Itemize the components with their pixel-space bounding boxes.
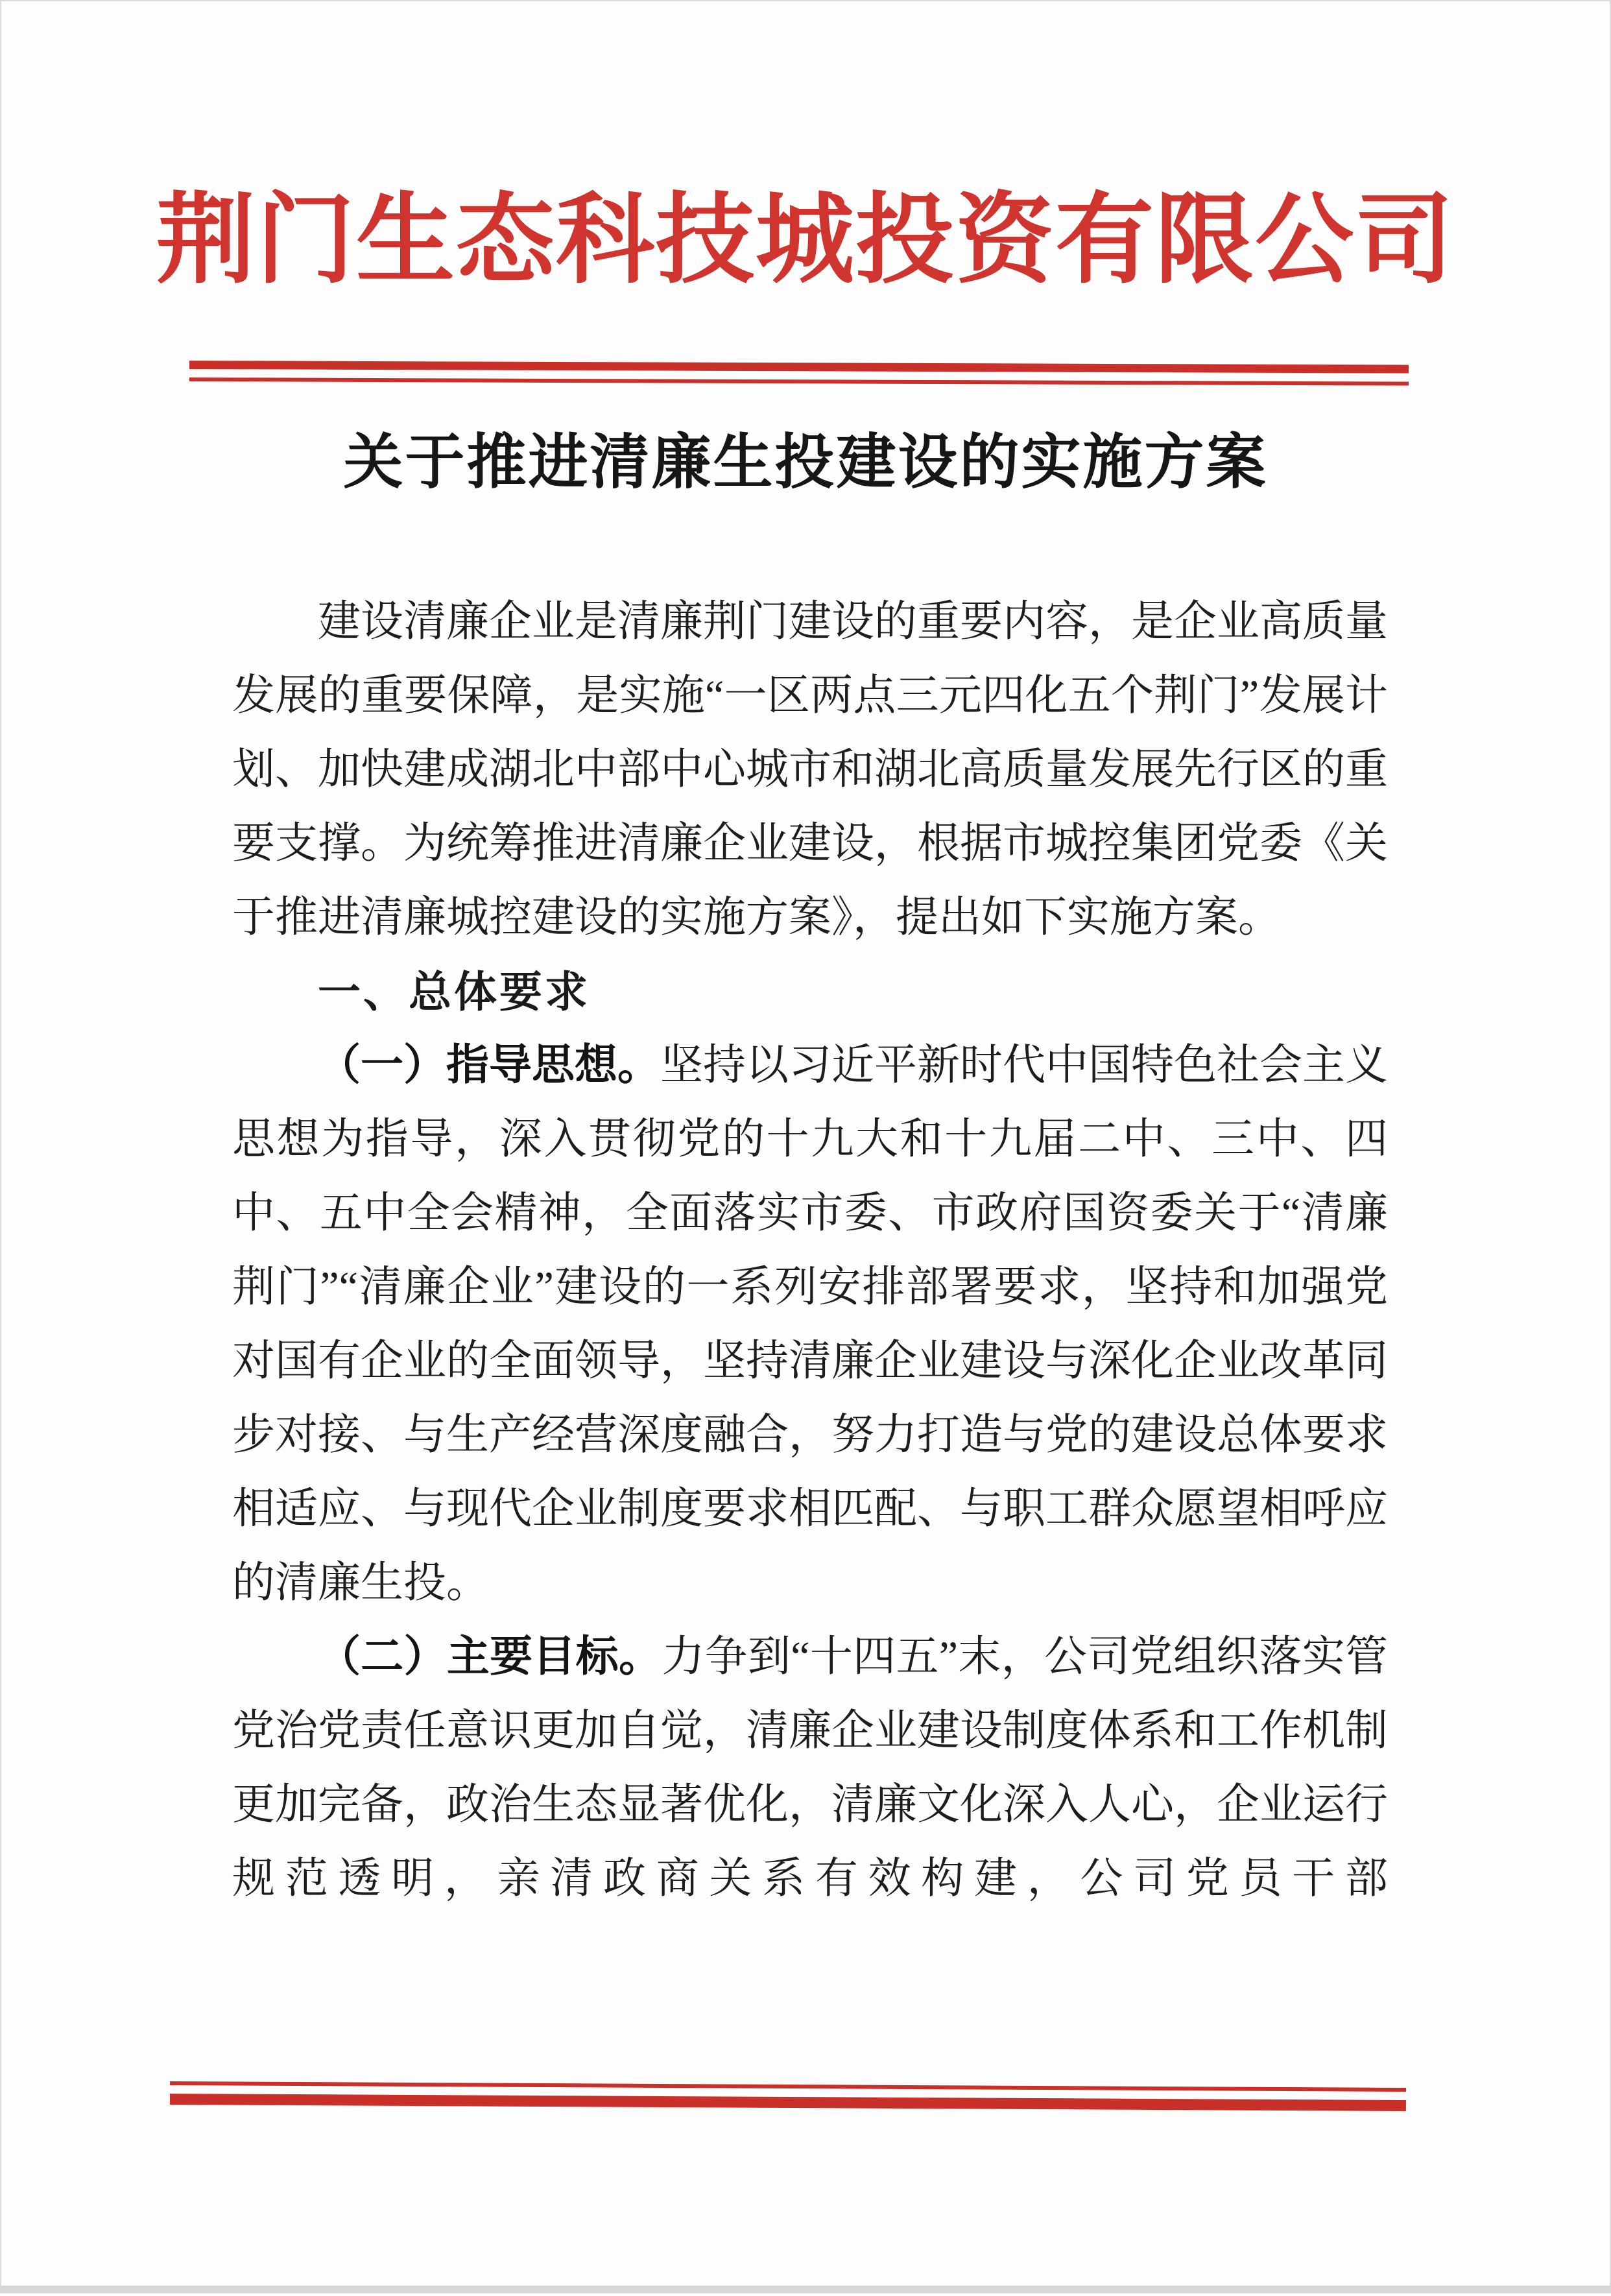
paragraph-guiding-ideology-lead: （一）指导思想。: [318, 1042, 660, 1089]
footer-divider-thin-line: [170, 2081, 1406, 2092]
paragraph-guiding-ideology: [232, 1029, 1388, 1620]
header-divider-thin-line: [189, 377, 1409, 386]
section-heading-overall-requirements: [232, 955, 1388, 1029]
paragraph-intro: [232, 585, 1388, 955]
scan-bottom-edge: [0, 2286, 1611, 2293]
footer-divider-thick-line: [170, 2094, 1406, 2111]
header-divider-thick-line: [189, 361, 1409, 374]
document-body: [232, 585, 1388, 1916]
org-title: 荆门生态科技城投资有限公司: [156, 186, 1455, 295]
section-heading-text: 一、总体要求: [318, 968, 590, 1016]
paragraph-intro-text: 建设清廉企业是清廉荆门建设的重要内容，是企业高质量发展的重要保障，是实施“一区两点三元四化五个荆门”发展计划、加快建成湖北中部中心城市和湖北高质量发展先行区的重要支撑。为统筹推进清廉企业建设，根据市城控集团党委《关于推进清廉城控建设的实施方案》，提出如下实施方案。: [232, 598, 1388, 941]
scan-bottom-white-strip: [0, 2293, 1611, 2296]
header-divider: [189, 361, 1409, 386]
paragraph-main-goals-text: 力争到“十四五”末，公司党组织落实管党治党责任意识更加自觉，清廉企业建设制度体系和工作机制更加完备，政治生态显著优化，清廉文化深入人心，企业运行规范透明，亲清政商关系有效构建，公司党员干部: [232, 1633, 1388, 1902]
paragraph-guiding-ideology-text: 坚持以习近平新时代中国特色社会主义思想为指导，深入贯彻党的十九大和十九届二中、三中、四中、五中全会精神，全面落实市委、市政府国资委关于“清廉荆门”“清廉企业”建设的一系列安排部署要求，坚持和加强党对国有企业的全面领导，坚持清廉企业建设与深化企业改革同步对接、与生产经营深度融合，努力打造与党的建设总体要求相适应、与现代企业制度要求相匹配、与职工群众愿望相呼应的清廉生投。: [232, 1042, 1388, 1607]
footer-divider: [170, 2081, 1406, 2111]
paragraph-main-goals: [232, 1620, 1388, 1916]
doc-title: 关于推进清廉生投建设的实施方案: [343, 429, 1268, 496]
paragraph-main-goals-lead: （二）主要目标。: [318, 1633, 662, 1680]
